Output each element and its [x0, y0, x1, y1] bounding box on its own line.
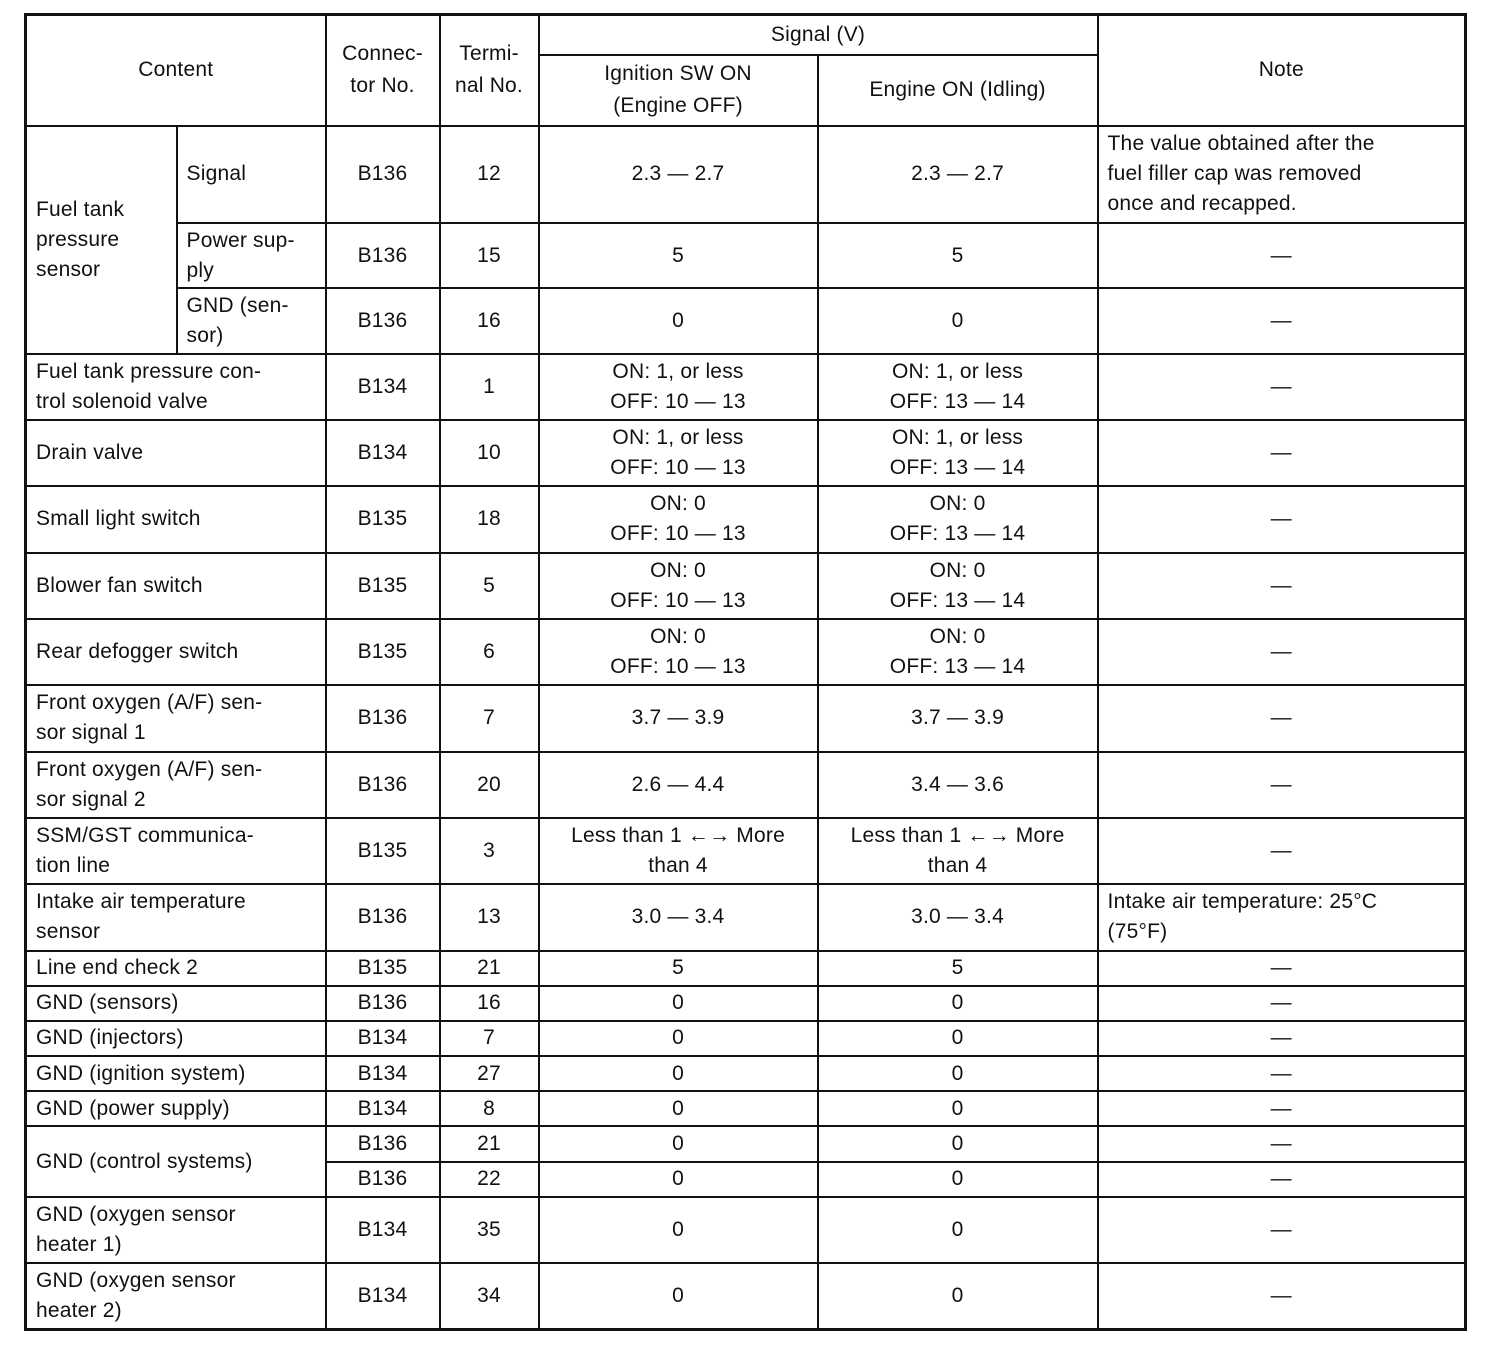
table-row [26, 986, 1466, 1021]
terminal-cell: 3 [440, 818, 539, 884]
terminal-cell: 7 [440, 685, 539, 751]
note-cell: Intake air temperature: 25°C (75°F) [1098, 884, 1466, 950]
ignition-signal-cell: 0 [539, 1162, 818, 1197]
engine-signal-cell: 0 [818, 1126, 1098, 1161]
header-terminal: Termi- nal No. [440, 15, 539, 126]
header-engine-on: Engine ON (Idling) [818, 55, 1098, 126]
table-row [26, 884, 1466, 950]
ignition-signal-cell: 0 [539, 1126, 818, 1161]
engine-signal-cell: 0 [818, 1162, 1098, 1197]
ignition-signal-cell: 2.3 — 2.7 [539, 126, 818, 223]
table-row [26, 486, 1466, 552]
engine-signal-cell: ON: 0 OFF: 13 — 14 [818, 619, 1098, 685]
ignition-signal-cell: ON: 0 OFF: 10 — 13 [539, 486, 818, 552]
table-row [26, 354, 1466, 420]
table-row [26, 1021, 1466, 1056]
connector-cell: B134 [326, 420, 440, 486]
connector-cell: B134 [326, 1091, 440, 1126]
content-cell: Rear defogger switch [26, 619, 326, 685]
table-row [26, 1056, 1466, 1091]
engine-signal-cell: ON: 0 OFF: 13 — 14 [818, 553, 1098, 619]
engine-signal-cell: 3.0 — 3.4 [818, 884, 1098, 950]
ignition-signal-cell: 5 [539, 223, 818, 288]
table-row [26, 619, 1466, 685]
content-cell: GND (power supply) [26, 1091, 326, 1126]
ignition-signal-cell: 3.7 — 3.9 [539, 685, 818, 751]
terminal-cell: 21 [440, 951, 539, 986]
note-cell: — [1098, 223, 1466, 288]
table-row [26, 288, 1466, 353]
ignition-signal-cell: Less than 1 ←→ More than 4 [539, 818, 818, 884]
engine-signal-cell: 0 [818, 1263, 1098, 1329]
engine-signal-cell: 2.3 — 2.7 [818, 126, 1098, 223]
content-cell: SSM/GST communica- tion line [26, 818, 326, 884]
engine-signal-cell: 0 [818, 1197, 1098, 1263]
note-cell: — [1098, 354, 1466, 420]
table-row [26, 1091, 1466, 1126]
engine-signal-cell: 0 [818, 1091, 1098, 1126]
content-cell: GND (oxygen sensor heater 1) [26, 1197, 326, 1263]
table-row [26, 685, 1466, 751]
table-row [26, 553, 1466, 619]
terminal-cell: 21 [440, 1126, 539, 1161]
note-cell: — [1098, 553, 1466, 619]
content-cell: Front oxygen (A/F) sen- sor signal 2 [26, 752, 326, 818]
engine-signal-cell: ON: 1, or less OFF: 13 — 14 [818, 420, 1098, 486]
connector-cell: B136 [326, 288, 440, 353]
header-connector: Connec- tor No. [326, 15, 440, 126]
table-row [26, 223, 1466, 288]
note-cell: — [1098, 420, 1466, 486]
header-ignition-sw-on: Ignition SW ON (Engine OFF) [539, 55, 818, 126]
table-row [26, 951, 1466, 986]
ignition-signal-cell: ON: 1, or less OFF: 10 — 13 [539, 420, 818, 486]
content-cell: Small light switch [26, 486, 326, 552]
engine-signal-cell: 0 [818, 288, 1098, 353]
connector-cell: B136 [326, 223, 440, 288]
note-cell: — [1098, 951, 1466, 986]
table-row [26, 818, 1466, 884]
table-row [26, 420, 1466, 486]
note-cell: — [1098, 1263, 1466, 1329]
note-cell: — [1098, 685, 1466, 751]
connector-cell: B136 [326, 126, 440, 223]
ignition-signal-cell: 3.0 — 3.4 [539, 884, 818, 950]
connector-cell: B134 [326, 1197, 440, 1263]
content-cell: Blower fan switch [26, 553, 326, 619]
terminal-cell: 22 [440, 1162, 539, 1197]
ignition-signal-cell: ON: 0 OFF: 10 — 13 [539, 619, 818, 685]
ignition-signal-cell: 0 [539, 1197, 818, 1263]
connector-cell: B136 [326, 1162, 440, 1197]
connector-cell: B136 [326, 884, 440, 950]
engine-signal-cell: ON: 0 OFF: 13 — 14 [818, 486, 1098, 552]
terminal-cell: 16 [440, 986, 539, 1021]
terminal-cell: 16 [440, 288, 539, 353]
engine-signal-cell: 0 [818, 1056, 1098, 1091]
connector-cell: B134 [326, 1056, 440, 1091]
content-cell: Front oxygen (A/F) sen- sor signal 1 [26, 685, 326, 751]
note-cell: — [1098, 1126, 1466, 1161]
content-cell: GND (oxygen sensor heater 2) [26, 1263, 326, 1329]
connector-cell: B135 [326, 619, 440, 685]
terminal-cell: 7 [440, 1021, 539, 1056]
content-cell: GND (sensors) [26, 986, 326, 1021]
table-row [26, 752, 1466, 818]
content-cell: Intake air temperature sensor [26, 884, 326, 950]
content-cell: Signal [177, 126, 326, 223]
engine-signal-cell: Less than 1 ←→ More than 4 [818, 818, 1098, 884]
engine-signal-cell: 0 [818, 1021, 1098, 1056]
ignition-signal-cell: ON: 0 OFF: 10 — 13 [539, 553, 818, 619]
ignition-signal-cell: 0 [539, 986, 818, 1021]
terminal-cell: 20 [440, 752, 539, 818]
content-cell: Power sup- ply [177, 223, 326, 288]
engine-signal-cell: 3.4 — 3.6 [818, 752, 1098, 818]
ignition-signal-cell: 0 [539, 288, 818, 353]
table-row [26, 1263, 1466, 1329]
ignition-signal-cell: 0 [539, 1021, 818, 1056]
terminal-cell: 10 [440, 420, 539, 486]
connector-cell: B134 [326, 1263, 440, 1329]
terminal-cell: 6 [440, 619, 539, 685]
terminal-cell: 35 [440, 1197, 539, 1263]
group-fuel-tank-pressure-sensor: Fuel tank pressure sensor [26, 126, 177, 354]
connector-cell: B135 [326, 951, 440, 986]
table-row [26, 126, 1466, 223]
connector-cell: B136 [326, 986, 440, 1021]
connector-cell: B135 [326, 486, 440, 552]
note-cell: — [1098, 1162, 1466, 1197]
ignition-signal-cell: 2.6 — 4.4 [539, 752, 818, 818]
engine-signal-cell: 0 [818, 986, 1098, 1021]
note-cell: — [1098, 752, 1466, 818]
note-cell: — [1098, 288, 1466, 353]
content-cell: Fuel tank pressure con- trol solenoid valve [26, 354, 326, 420]
note-cell: — [1098, 986, 1466, 1021]
connector-cell: B135 [326, 553, 440, 619]
header-note: Note [1098, 15, 1466, 126]
engine-signal-cell: 5 [818, 951, 1098, 986]
ignition-signal-cell: 5 [539, 951, 818, 986]
engine-signal-cell: 5 [818, 223, 1098, 288]
content-cell: GND (injectors) [26, 1021, 326, 1056]
header-content: Content [26, 15, 326, 126]
terminal-cell: 8 [440, 1091, 539, 1126]
note-cell: — [1098, 1091, 1466, 1126]
table-row [26, 1197, 1466, 1263]
note-cell: — [1098, 1056, 1466, 1091]
table-row [26, 1126, 1466, 1161]
content-cell: Line end check 2 [26, 951, 326, 986]
engine-signal-cell: ON: 1, or less OFF: 13 — 14 [818, 354, 1098, 420]
signal-spec-table [24, 13, 1467, 1331]
header-signal: Signal (V) [539, 15, 1098, 55]
note-cell: — [1098, 818, 1466, 884]
connector-cell: B136 [326, 752, 440, 818]
note-cell: — [1098, 1197, 1466, 1263]
connector-cell: B136 [326, 1126, 440, 1161]
engine-signal-cell: 3.7 — 3.9 [818, 685, 1098, 751]
terminal-cell: 27 [440, 1056, 539, 1091]
terminal-cell: 12 [440, 126, 539, 223]
content-cell: Drain valve [26, 420, 326, 486]
connector-cell: B136 [326, 685, 440, 751]
note-cell: — [1098, 619, 1466, 685]
terminal-cell: 34 [440, 1263, 539, 1329]
ignition-signal-cell: ON: 1, or less OFF: 10 — 13 [539, 354, 818, 420]
connector-cell: B135 [326, 818, 440, 884]
connector-cell: B134 [326, 1021, 440, 1056]
note-cell: — [1098, 486, 1466, 552]
group-gnd-control-systems: GND (control systems) [26, 1126, 326, 1196]
note-cell: — [1098, 1021, 1466, 1056]
ignition-signal-cell: 0 [539, 1263, 818, 1329]
terminal-cell: 1 [440, 354, 539, 420]
ignition-signal-cell: 0 [539, 1056, 818, 1091]
content-cell: GND (sen- sor) [177, 288, 326, 353]
terminal-cell: 18 [440, 486, 539, 552]
ignition-signal-cell: 0 [539, 1091, 818, 1126]
terminal-cell: 15 [440, 223, 539, 288]
note-cell: The value obtained after the fuel filler cap was removed once and recapped. [1098, 126, 1466, 223]
connector-cell: B134 [326, 354, 440, 420]
terminal-cell: 5 [440, 553, 539, 619]
content-cell: GND (ignition system) [26, 1056, 326, 1091]
terminal-cell: 13 [440, 884, 539, 950]
